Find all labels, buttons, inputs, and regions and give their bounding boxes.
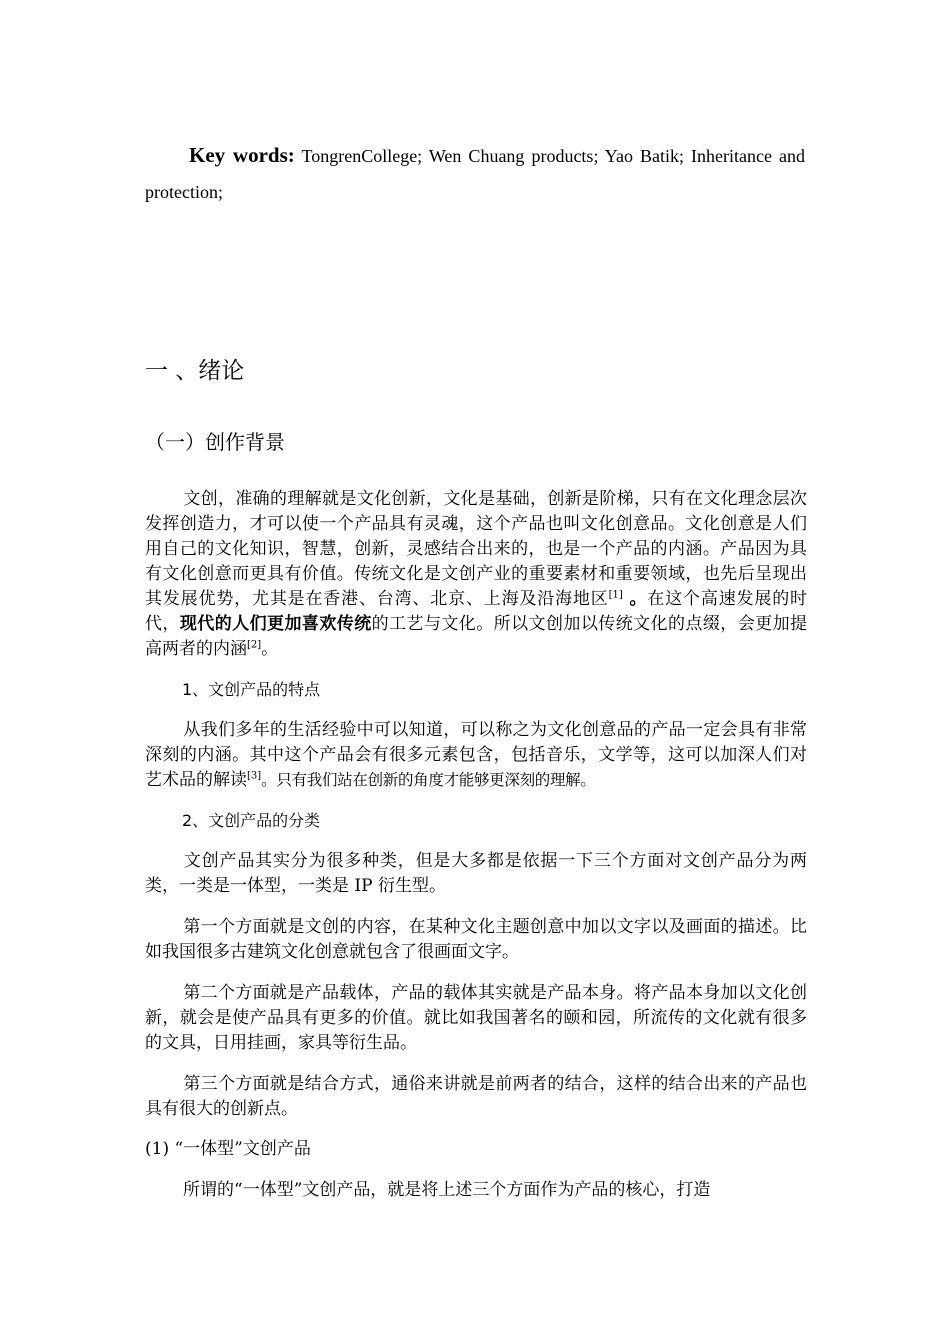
keywords-label: Key words: — [189, 143, 295, 167]
item-heading-integrated: (1) “一体型”文创产品 — [145, 1139, 311, 1159]
citation-3: [3] — [247, 770, 262, 782]
bold-phrase: 现代的人们更加喜欢传统 — [179, 614, 372, 634]
citation-1: [1] — [608, 589, 623, 601]
paragraph-aspect-3: 第三个方面就是结合方式，通俗来讲就是前两者的结合，这样的结合出来的产品也具有很大的创新点。 — [145, 1074, 807, 1119]
subsection-heading: （一）创作背景 — [145, 430, 285, 454]
paragraph-background: 文创，准确的理解就是文化创新，文化是基础，创新是阶梯，只有在文化理念层次发挥创造力，才可以使一个产品具有灵魂，这个产品也叫文化创意品。文化创意是人们用自己的文化知识，智慧，创新，灵感结合出来的，也是一个产品的内涵。产品因为具有文化创意而更具有价值。传统文化是文创产业的重要素材和重要领域，也先后呈现出其发展优势，尤其是在香港、台湾、北京、上海及沿海地区[1] 。在这个高速发展的时代，现代的人们更加喜欢传统的工艺与文化。所以文创加以传统文化的点缀，会更加提高两者的内涵[2]。 — [145, 489, 808, 659]
section-heading: 一 、绪论 — [145, 358, 245, 384]
paragraph-features: 从我们多年的生活经验中可以知道，可以称之为文化创意品的产品一定会具有非常深刻的内涵。其中这个产品会有很多元素包含，包括音乐，文学等，这可以加深人们对艺术品的解读[3]。只有我们站在创新的角度才能够更深刻的理解。 — [145, 720, 807, 790]
item-heading-classification: 2、文创产品的分类 — [182, 811, 321, 830]
paragraph-classification: 文创产品其实分为很多种类，但是大多都是依据一下三个方面对文创产品分为两类，一类是一体型，一类是 IP 衍生型。 — [145, 851, 807, 896]
paragraph-aspect-1: 第一个方面就是文创的内容，在某种文化主题创意中加以文字以及画面的描述。比如我国很多古建筑文化创意就包含了很画面文字。 — [145, 917, 807, 962]
citation-2: [2] — [247, 639, 262, 651]
keywords-text: TongrenCollege; Wen Chuang products; Yao Batik; Inheritance and protection; — [145, 146, 805, 202]
paragraph-aspect-2: 第二个方面就是产品载体，产品的载体其实就是产品本身。将产品本身加以文化创新，就会是使产品具有更多的价值。就比如我国著名的颐和园，所流传的文化就有很多的文具，日用挂画，家具等衍生品。 — [145, 983, 807, 1053]
keywords-paragraph — [145, 137, 805, 210]
paragraph-integrated: 所谓的“一体型”文创产品，就是将上述三个方面作为产品的核心，打造 — [183, 1180, 711, 1200]
item-heading-features: 1、文创产品的特点 — [182, 680, 321, 699]
